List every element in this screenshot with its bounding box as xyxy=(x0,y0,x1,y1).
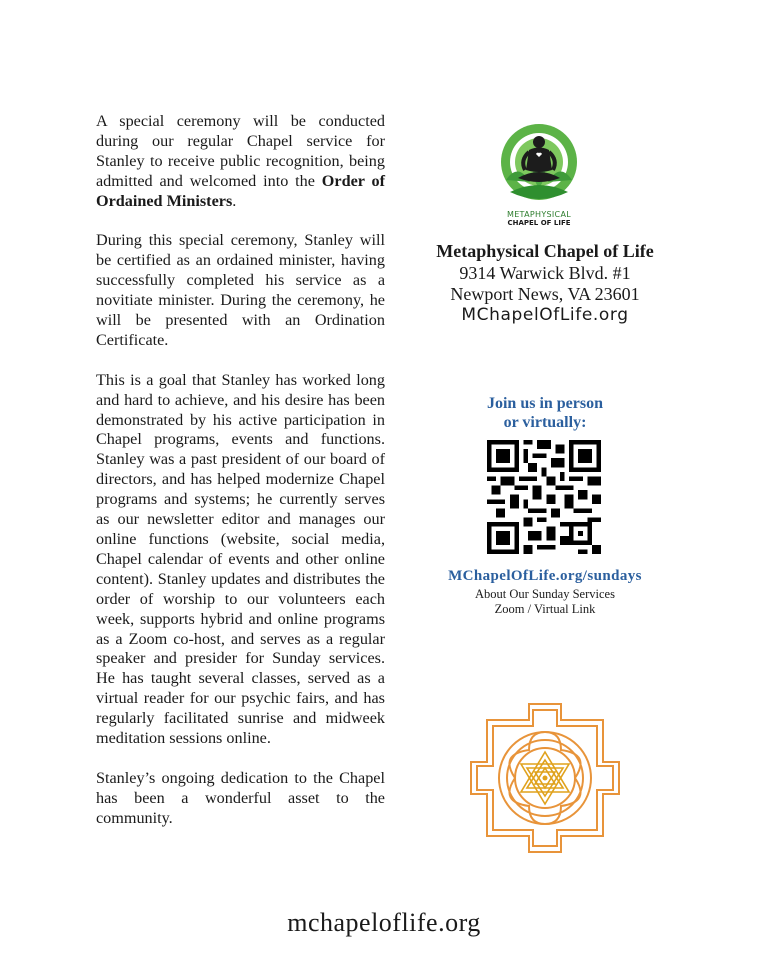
paragraph-ceremony-end: . xyxy=(232,191,237,210)
article-body xyxy=(96,112,385,848)
chapel-name: Metaphysical Chapel of Life xyxy=(436,241,654,261)
paragraph-ceremony-text: A special ceremony will be conducted during our regular Chapel service for Stanley to receive public recognition, being admitted and welcomed into the xyxy=(96,112,385,190)
sundays-link[interactable]: MChapelOfLife.org/sundays xyxy=(448,568,642,584)
paragraph-certification: During this special ceremony, Stanley will be certified as an ordained minister, having successfully completed his service as a novitiate minister. During the ceremony, he will be presented with an Ordination Certificate. xyxy=(96,231,385,349)
sri-yantra-icon xyxy=(469,702,621,854)
footer-website[interactable]: mchapeloflife.org xyxy=(287,908,481,937)
lotus-meditation-icon xyxy=(498,120,580,212)
join-heading-line2: or virtually: xyxy=(503,414,587,431)
address-city: Newport News, VA 23601 xyxy=(450,284,640,304)
qr-code-icon[interactable] xyxy=(487,440,601,554)
website-link[interactable]: MChapelOfLife.org xyxy=(461,305,629,325)
zoom-link-caption: Zoom / Virtual Link xyxy=(494,602,596,616)
logo-text-chapel: CHAPEL OF LIFE xyxy=(507,219,571,227)
join-heading-line1: Join us in person xyxy=(486,395,604,412)
paragraph-ceremony xyxy=(96,112,385,212)
logo-text-metaphysical: METAPHYSICAL xyxy=(507,210,571,219)
address-street: 9314 Warwick Blvd. #1 xyxy=(459,263,631,283)
sunday-services-caption: About Our Sunday Services xyxy=(475,587,615,601)
paragraph-dedication: Stanley’s ongoing dedication to the Chapel has been a wonderful asset to the community. xyxy=(96,768,385,827)
paragraph-goal: This is a goal that Stanley has worked long and hard to achieve, and his desire has been demonstrated by his active participation in Chapel programs, events and functions. Stanley was a past president of our board of directors, and has helped modernize Chapel programs and systems; he currently serves as our newsletter editor and manages our online functions (website, social media, Chapel calendar of events and other online content). Stanley updates and distributes the order of worship to our volunteers each week, supports hybrid and online programs as a Zoom co-host, and serves as a regular speaker and presider for Sunday services. He has taught several classes, served as a virtual reader for our psychic fairs, and has regularly facilitated sunrise and midweek meditation sessions online. xyxy=(96,370,385,748)
chapel-logo xyxy=(498,120,580,232)
order-name: Order of Ordained Ministers xyxy=(96,171,385,210)
